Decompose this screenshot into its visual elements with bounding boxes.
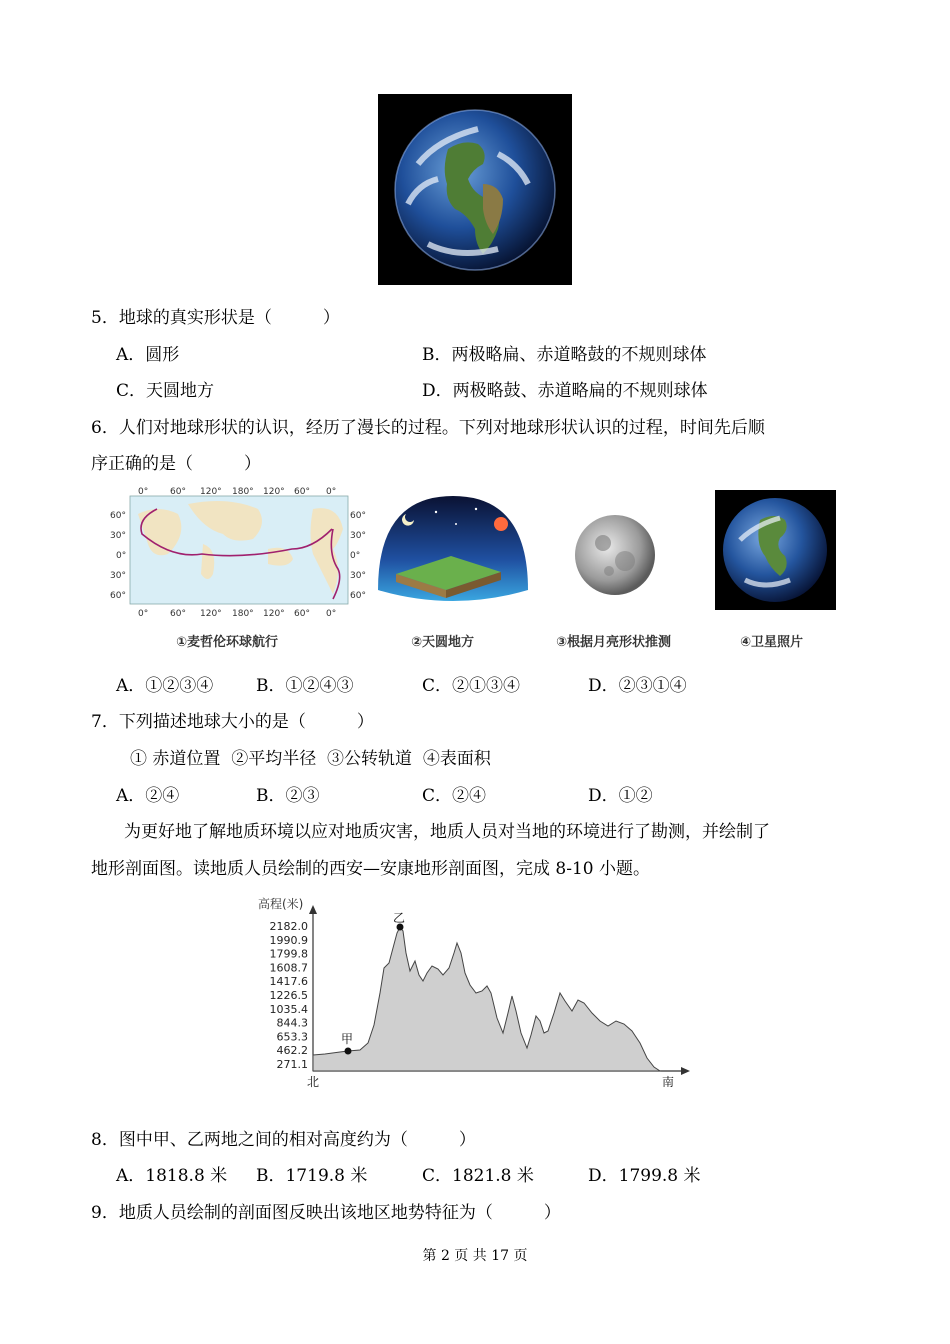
q5-option-b: B．两极略扁、赤道略鼓的不规则球体 (422, 345, 707, 365)
svg-text:0°: 0° (326, 609, 337, 619)
q6-option-a: A．①②③④ (116, 676, 214, 696)
q7-items: ① 赤道位置 ②平均半径 ③公转轨道 ④表面积 (130, 749, 491, 769)
svg-text:60°: 60° (170, 609, 186, 619)
figure-label-3: ③根据月亮形状推测 (556, 635, 672, 650)
q5-option-d: D．两极略鼓、赤道略扁的不规则球体 (422, 381, 708, 401)
q6-option-d: D．②③①④ (588, 676, 687, 696)
passage-line2: 地形剖面图。读地质人员绘制的西安—安康地形剖面图，完成 8-10 小题。 (91, 859, 650, 879)
question-5-stem: 5．地球的真实形状是（ ） (91, 308, 340, 328)
svg-text:30°: 30° (350, 571, 366, 581)
svg-text:120°: 120° (200, 487, 222, 497)
svg-text:0°: 0° (138, 609, 149, 619)
y-axis-arrow (309, 905, 317, 914)
magellan-voyage-map (108, 484, 370, 622)
svg-text:60°: 60° (110, 511, 126, 521)
svg-text:30°: 30° (110, 571, 126, 581)
svg-text:180°: 180° (232, 487, 254, 497)
q7-option-a: A．②④ (116, 786, 180, 806)
q6-option-c: C．②①③④ (422, 676, 521, 696)
y-tick-label: 1608.7 (269, 961, 308, 975)
q5-option-a: A．圆形 (116, 345, 180, 365)
y-tick-label: 2182.0 (269, 920, 308, 933)
point-jia-label: 甲 (341, 1032, 354, 1046)
q7-option-c: C．②④ (422, 786, 487, 806)
passage-line1: 为更好地了解地质环境以应对地质灾害，地质人员对当地的环境进行了勘测，并绘制了 (124, 822, 770, 842)
q7-option-b: B．②③ (256, 786, 320, 806)
chart-ylabel: 高程(米) (258, 897, 304, 911)
dome-sky-illustration (376, 494, 530, 612)
q8-option-d: D．1799.8 米 (588, 1166, 701, 1186)
svg-text:180°: 180° (232, 609, 254, 619)
svg-text:60°: 60° (294, 487, 310, 497)
y-tick-label: 1035.4 (269, 1002, 308, 1016)
point-jia-marker (345, 1048, 352, 1055)
q8-option-c: C．1821.8 米 (422, 1166, 534, 1186)
page-footer: 第 2 页 共 17 页 (422, 1248, 528, 1264)
figure-label-4: ④卫星照片 (740, 635, 804, 650)
svg-text:0°: 0° (350, 551, 361, 561)
y-tick-label: 462.2 (276, 1044, 308, 1058)
y-tick-label: 1226.5 (269, 989, 308, 1002)
svg-text:30°: 30° (110, 531, 126, 541)
x-right-label: 南 (662, 1075, 675, 1089)
earth-photo (378, 94, 572, 285)
svg-text:120°: 120° (263, 609, 285, 619)
svg-text:60°: 60° (350, 511, 366, 521)
y-tick-label: 271.1 (276, 1058, 308, 1071)
point-yi-label: 乙 (393, 911, 406, 925)
moon-illustration (573, 513, 657, 597)
q6-option-b: B．①②④③ (256, 676, 354, 696)
x-axis-arrow (681, 1067, 690, 1075)
svg-text:60°: 60° (294, 609, 310, 619)
y-tick-label: 844.3 (276, 1016, 308, 1030)
terrain-profile-chart (250, 893, 695, 1093)
svg-text:60°: 60° (170, 487, 186, 497)
q8-option-a: A．1818.8 米 (116, 1166, 228, 1186)
q7-option-d: D．①② (588, 786, 653, 806)
question-6-stem-line2: 序正确的是（ ） (91, 454, 261, 474)
svg-text:60°: 60° (350, 591, 366, 601)
svg-text:0°: 0° (116, 551, 127, 561)
question-7-stem: 7．下列描述地球大小的是（ ） (91, 712, 374, 732)
svg-text:120°: 120° (263, 487, 285, 497)
svg-text:0°: 0° (138, 487, 149, 497)
q5-option-c: C．天圆地方 (116, 381, 215, 401)
satellite-earth-photo (715, 490, 836, 610)
x-left-label: 北 (307, 1075, 320, 1089)
y-tick-label: 1990.9 (269, 933, 308, 947)
y-tick-label: 653.3 (276, 1030, 308, 1044)
figure-label-2: ②天圆地方 (411, 635, 475, 650)
svg-text:120°: 120° (200, 609, 222, 619)
q8-option-b: B．1719.8 米 (256, 1166, 368, 1186)
question-6-stem-line1: 6．人们对地球形状的认识，经历了漫长的过程。下列对地球形状认识的过程，时间先后顺 (91, 418, 765, 438)
figure-label-1: ①麦哲伦环球航行 (176, 635, 279, 650)
question-9-stem: 9．地质人员绘制的剖面图反映出该地区地势特征为（ ） (91, 1203, 561, 1223)
svg-text:0°: 0° (326, 487, 337, 497)
y-tick-label: 1799.8 (269, 947, 308, 961)
question-8-stem: 8．图中甲、乙两地之间的相对高度约为（ ） (91, 1130, 476, 1150)
y-tick-labels (270, 920, 309, 1071)
elevation-profile-area (313, 927, 660, 1071)
svg-text:30°: 30° (350, 531, 366, 541)
y-tick-label: 1417.6 (269, 975, 308, 989)
svg-text:60°: 60° (110, 591, 126, 601)
